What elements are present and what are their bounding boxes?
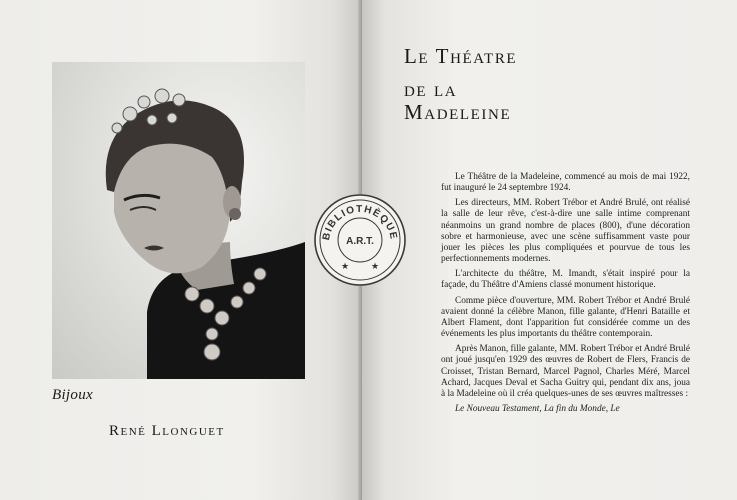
left-page — [0, 0, 362, 500]
stamp-star-icon: ★ — [340, 261, 350, 271]
paragraph-continuation: Le Nouveau Testament, La fin du Monde, Le — [455, 403, 620, 414]
paragraph: Les directeurs, MM. Robert Trébor et André Brulé, ont réalisé la salle de leur rêve, c'est-à-dire une salle intime comprenant néanmoins un grand nombre de places (800), d'une décoration sobre et harmonieuse, avec une scène suffisamment vaste pour jouer les pièces les plus compliquées et pourvue de tous les perfectionnements modernes. — [441, 198, 690, 265]
paragraph: Après Manon, fille galante, MM. Robert Trébor et André Brulé ont joué jusqu'en 1929 des œuvres de Robert de Flers, Francis de Croisset, Tristan Bernard, Marcel Pagnol, Charles Méré, Marcel Achard, Jacques Deval et Sacha Guitry qui, pendant dix ans, joua à la Madeleine où il créa quelques-unes de ses œuvres maîtresses : — [441, 344, 690, 399]
title-line-2: de la — [404, 77, 458, 101]
paragraph: Comme pièce d'ouverture, MM. Robert Trébor et André Brulé avaient donné la célèbre Manon, fille galante, d'Henri Bataille et Albert Flament, dont l'apparition fut considérée comme un des événements les plus importants du théâtre contemporain. — [441, 295, 690, 340]
portrait-photo — [52, 62, 305, 379]
title-line-3: Madeleine — [404, 100, 512, 124]
stamp-top-text: BIBLIOTHÈQUE — [320, 203, 399, 242]
paragraph: L'architecte du théâtre, M. Imandt, s'était inspiré pour la façade, du Théâtre d'Amiens classé monument historique. — [441, 269, 690, 291]
portrait-illustration — [52, 62, 305, 379]
jeweler-name: René Llonguet — [109, 423, 225, 439]
jewelry-caption-label: Bijoux — [52, 387, 93, 403]
paragraph: Le Théâtre de la Madeleine, commencé au mois de mai 1922, fut inauguré le 24 septembre 1924. — [441, 172, 690, 194]
title-line-1: Le Théatre — [404, 44, 518, 68]
stamp-center-text: A.R.T. — [346, 236, 374, 247]
article-body — [441, 172, 690, 419]
stamp-star-icon: ★ — [370, 261, 380, 271]
library-stamp — [313, 193, 407, 287]
